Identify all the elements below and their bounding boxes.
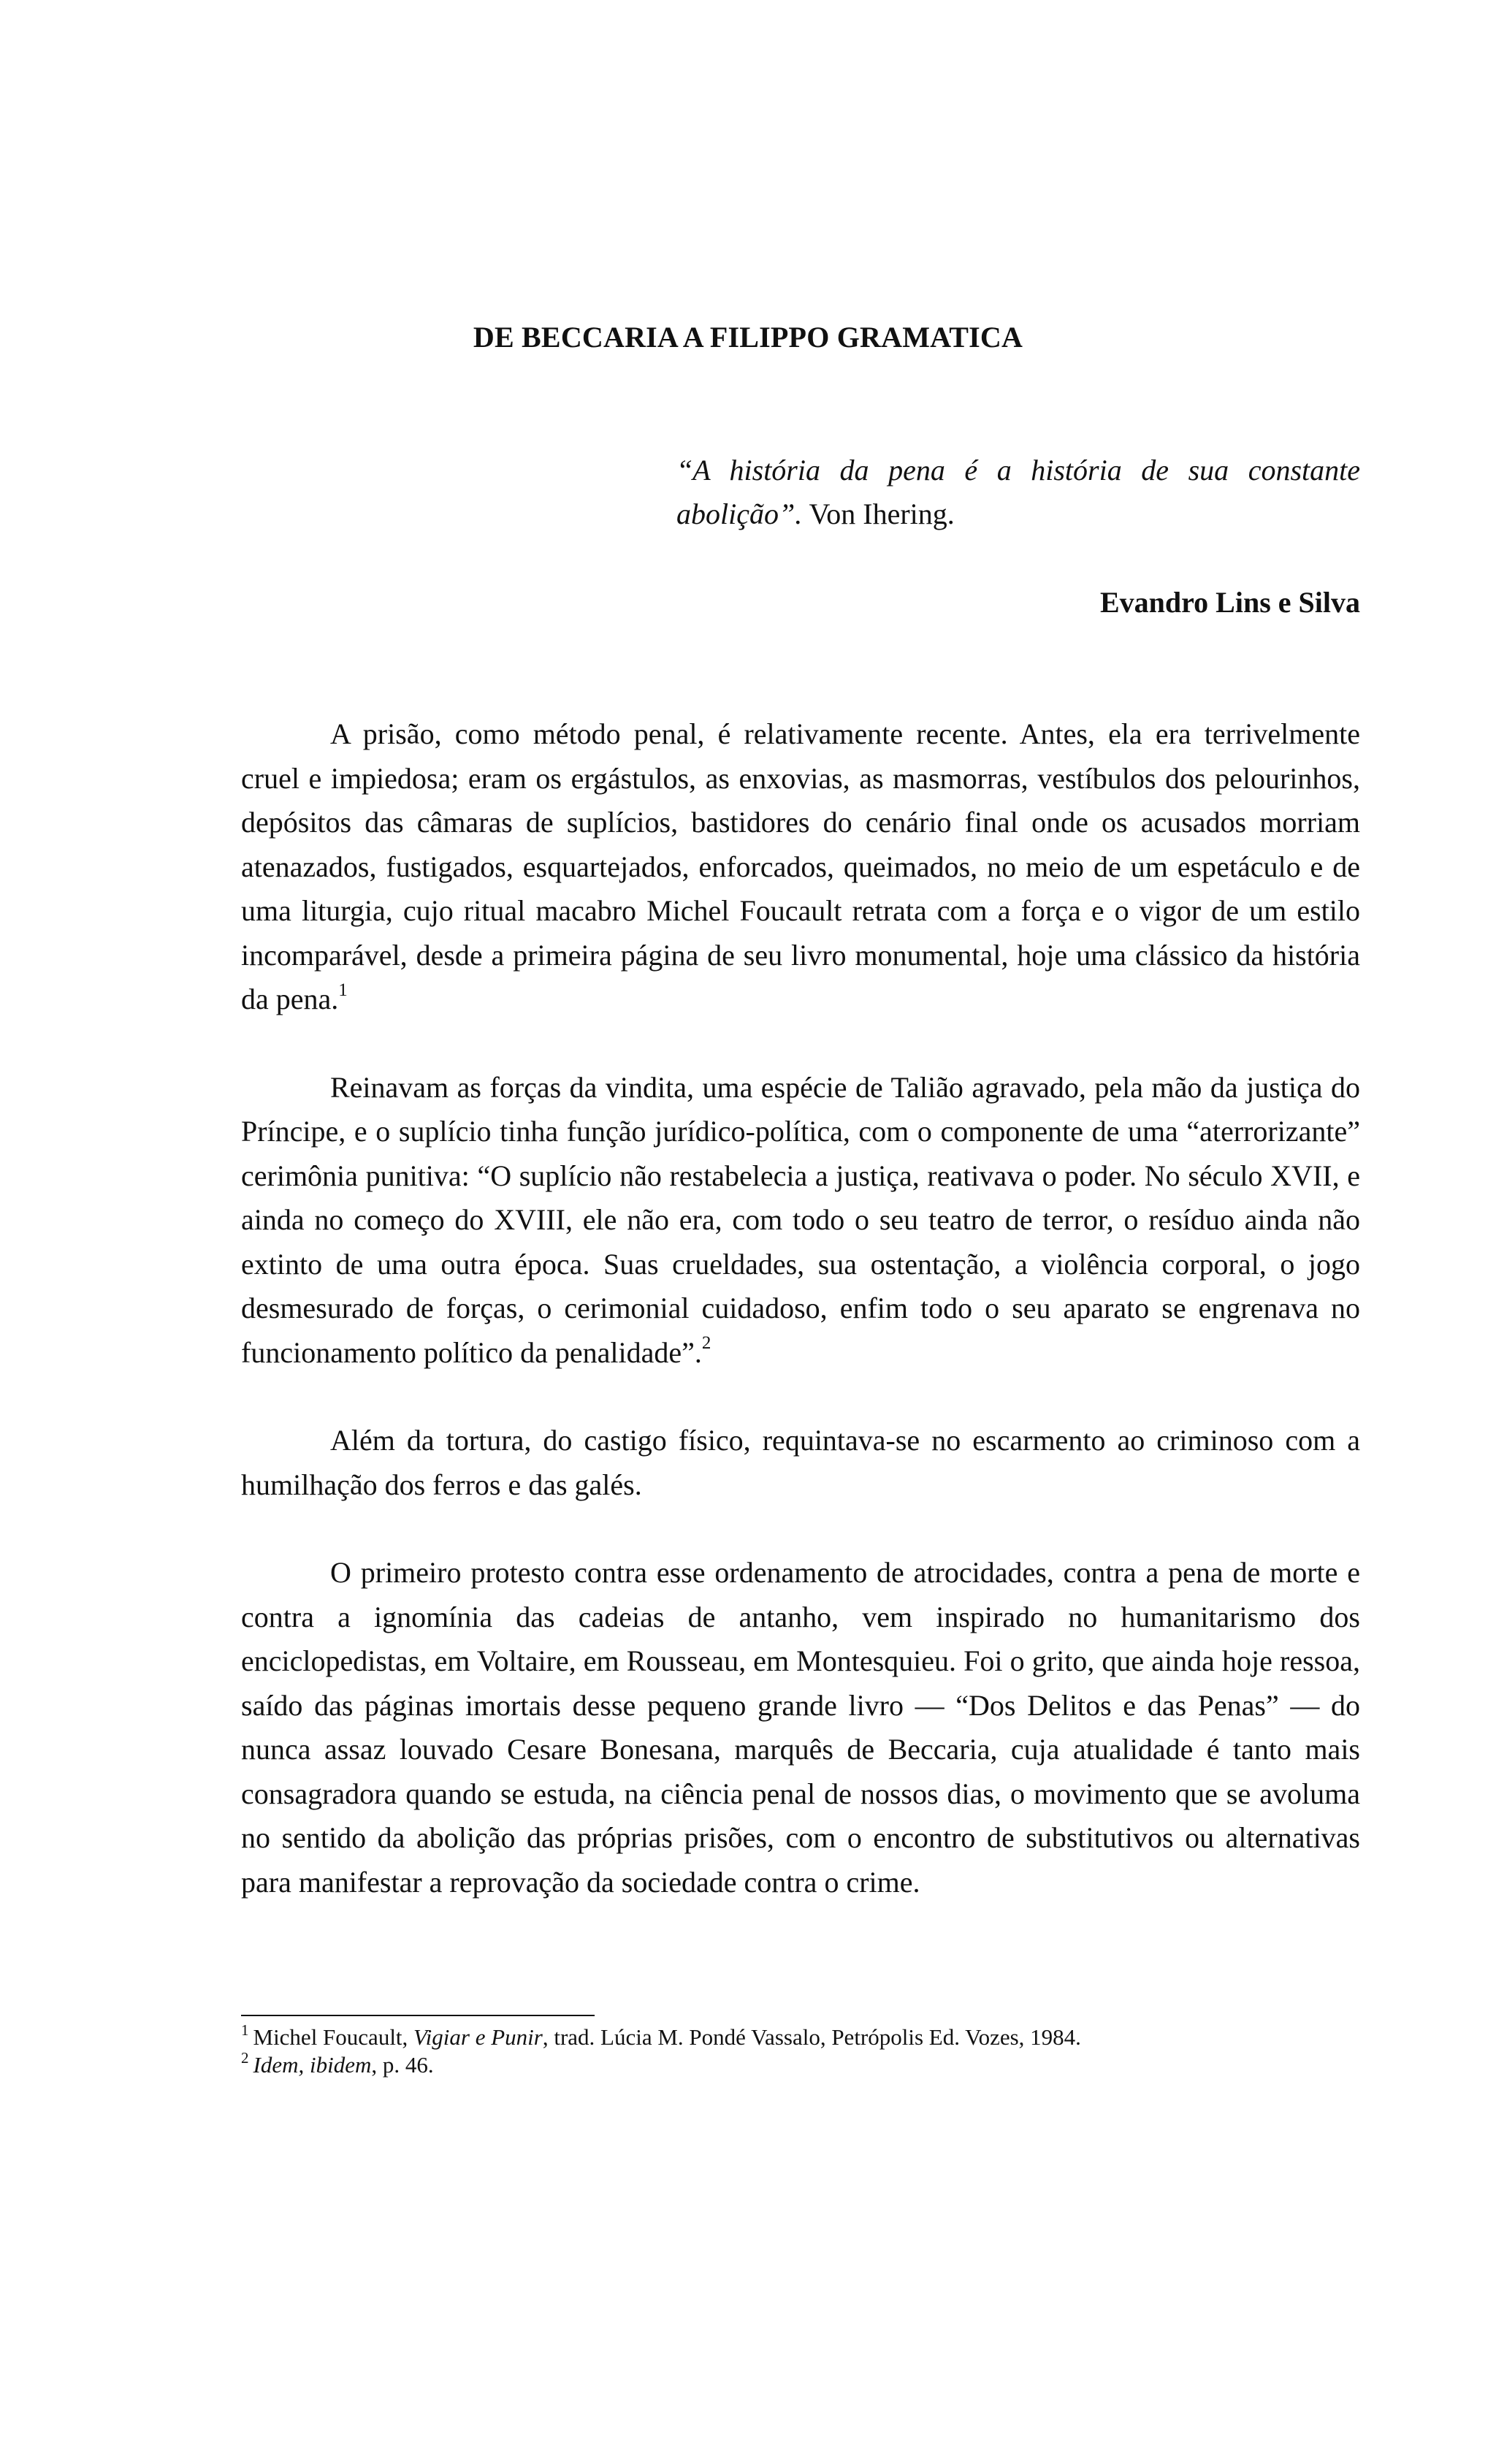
footnote-2-post: , p. 46. [371,2052,434,2078]
footnote-2-number: 2 [241,2048,249,2067]
paragraph-3-text: Além da tortura, do castigo físico, requintava-se no escarmento ao criminoso com a humilhação dos ferros e das galés. [241,1424,1360,1501]
paragraph-2 [241,1066,1360,1376]
footnote-separator [241,2015,595,2016]
author-name: Evandro Lins e Silva [1099,586,1360,619]
footnote-ref-1[interactable]: 1 [338,980,348,1000]
footnote-2 [241,2048,1360,2079]
footnote-1-post: , trad. Lúcia M. Pondé Vassalo, Petrópolis Ed. Vozes, 1984. [542,2024,1081,2050]
epigraph-attribution: Von Ihering. [809,497,955,530]
paragraph-4-text: O primeiro protesto contra esse ordenamento de atrocidades, contra a pena de morte e contra a ignomínia das cadeias de antanho, vem inspirado no humanitarismo dos enciclopedistas, em Voltaire, em Rousseau, em Montesquieu. Foi o grito, que ainda hoje ressoa, saído das páginas imortais desse pequeno grande livro — “Dos Delitos e das Penas” — do nunca assaz louvado Cesare Bonesana, marquês de Beccaria, cuja atualidade é tanto mais consagradora quando se estuda, na ciência penal de nossos dias, o movimento que se avoluma no sentido da abolição das próprias prisões, com o encontro de substitutivos ou alternativas para manifestar a reprovação da sociedade contra o crime. [241,1556,1360,1899]
footnote-1-title: Vigiar e Punir [413,2024,543,2050]
paragraph-1-text: A prisão, como método penal, é relativamente recente. Antes, ela era terrivelmente cruel e impiedosa; eram os ergástulos, as enxovias, as masmorras, vestíbulos dos pelourinhos, depósitos das câmaras de suplícios, bastidores do cenário final onde os acusados morriam atenazados, fustigados, esquartejados, enforcados, queimados, no meio de um espetáculo e de uma liturgia, cujo ritual macabro Michel Foucault retrata com a força e o vigor de um estilo incomparável, desde a primeira página de seu livro monumental, hoje uma clássico da história da pena. [241,717,1360,1015]
paragraph-3 [241,1419,1360,1507]
footnote-ref-2[interactable]: 2 [701,1333,711,1354]
paragraph-1 [241,712,1360,1022]
document-title: DE BECCARIA A FILIPPO GRAMATICA [473,321,1023,354]
footnotes [241,2021,1360,2079]
footnote-2-title: Idem, ibidem [253,2052,372,2078]
epigraph [676,449,1360,536]
body-text [241,712,1360,1904]
paragraph-2-text: Reinavam as forças da vindita, uma espécie de Talião agravado, pela mão da justiça do Príncipe, e o suplício tinha função jurídico-política, com o componente de uma “aterrorizante” cerimônia punitiva: “O suplício não restabelecia a justiça, reativava o poder. No século XVII, e ainda no começo do XVIII, ele não era, com todo o seu teatro de terror, o resíduo ainda não extinto de uma outra época. Suas crueldades, sua ostentação, a violência corporal, o jogo desmesurado de forças, o cerimonial cuidadoso, enfim todo o seu aparato se engrenava no funcionamento político da penalidade”. [241,1070,1360,1369]
epigraph-quote: “A história da pena é a história de sua constante abolição”. [676,454,1360,530]
paragraph-4 [241,1551,1360,1904]
footnote-1-number: 1 [241,2021,249,2039]
footnote-1 [241,2021,1360,2051]
footnote-1-pre: Michel Foucault, [253,2024,414,2050]
